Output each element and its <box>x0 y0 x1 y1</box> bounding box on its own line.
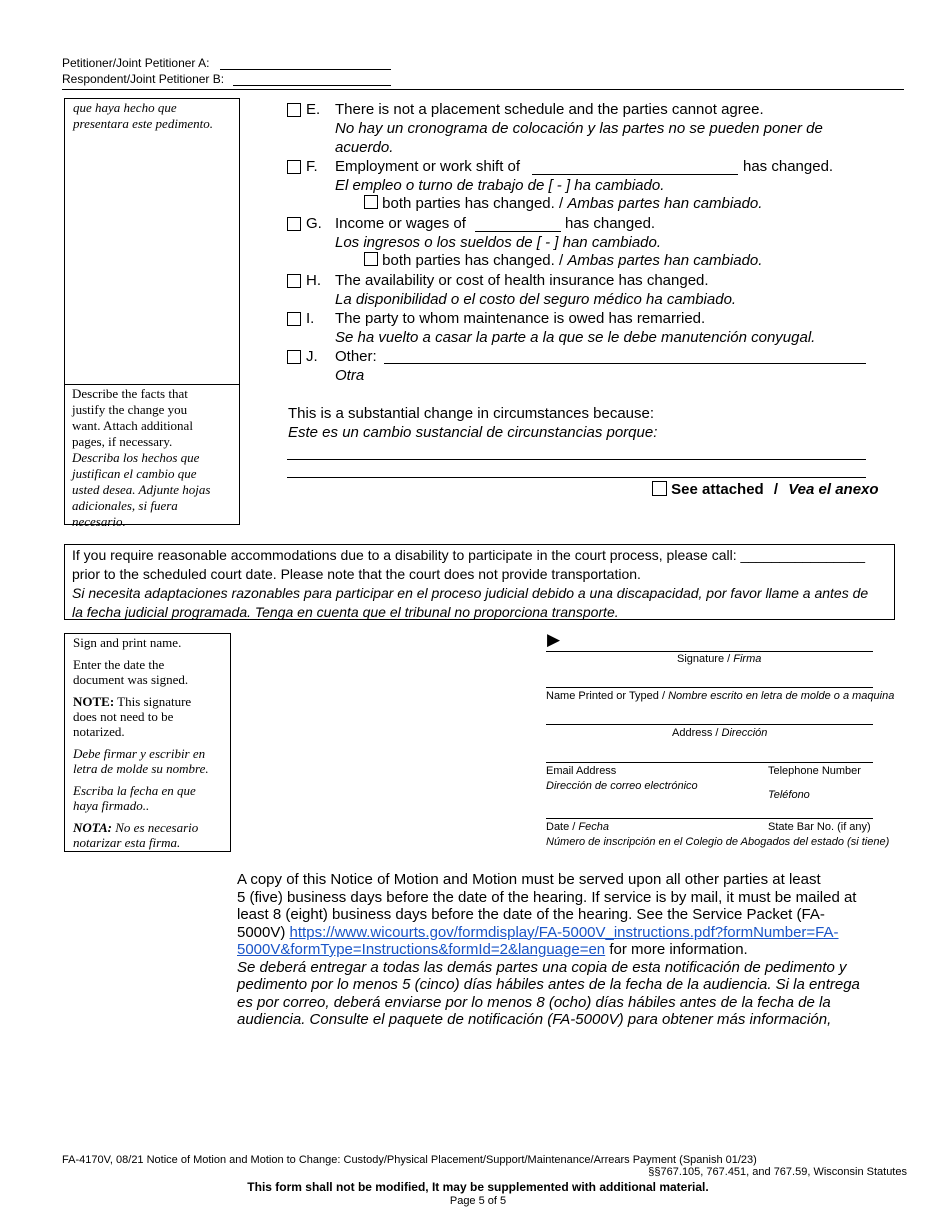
sign-p4a: Debe firmar y escribir en <box>73 746 206 761</box>
signature-label-en: Signature / <box>677 653 734 665</box>
sign-nota-label: NOTA: <box>73 820 112 835</box>
sign-p5a: Escriba la fecha en que <box>73 783 196 798</box>
item-f-text-end: has changed. <box>743 158 834 175</box>
item-g-text-es: Los ingresos o los sueldos de [ - ] han cambiado. <box>335 234 662 251</box>
item-f-both-es: Ambas partes han cambiado. <box>567 195 763 212</box>
sign-p3b: does not need to be <box>73 709 174 724</box>
accommodations-line1: If you require reasonable accommodations due to a disability to participate in the court process, please call: ________________ <box>72 547 866 563</box>
sign-p1: Sign and print name. <box>73 635 182 650</box>
sidebar-top-line1: que haya hecho que <box>73 100 177 115</box>
item-g-both-es: Ambas partes han cambiado. <box>567 252 763 269</box>
item-i-text: The party to whom maintenance is owed has remarried. <box>335 310 706 327</box>
checkbox-g-both[interactable] <box>364 252 378 266</box>
address-label-en: Address / <box>672 727 722 739</box>
other-field[interactable] <box>384 363 866 364</box>
sign-p5b: haya firmado.. <box>73 798 150 813</box>
name-printed-label-es: Nombre escrito en letra de molde o a maquina <box>668 690 895 702</box>
email-label-es: Dirección de correo electrónico <box>546 780 698 792</box>
service-packet-link-part2[interactable]: 5000V&formType=Instructions&formId=2&language=en <box>237 941 606 958</box>
signature-arrow-icon: ▶ <box>547 630 561 649</box>
item-h-letter: H. <box>306 272 321 289</box>
checkbox-j[interactable] <box>287 350 301 364</box>
notice-es-2: pedimento por lo menos 5 (cinco) días hábiles antes de la fecha de la audiencia. Si la entrega <box>237 976 860 993</box>
sign-p6b: notarizar esta firma. <box>73 835 181 850</box>
notice-es-3: es por correo, deberá enviarse por lo menos 8 (ocho) días hábiles antes de la fecha de la <box>237 993 831 1011</box>
sign-p3c: notarized. <box>73 724 125 739</box>
sign-p4b: letra de molde su nombre. <box>73 761 209 776</box>
facts-en-1: Describe the facts that <box>72 386 188 401</box>
bar-label-en: State Bar No. (if any) <box>768 821 871 833</box>
checkbox-e[interactable] <box>287 103 301 117</box>
reason-line-2[interactable] <box>287 477 866 478</box>
petitioner-label: Petitioner/Joint Petitioner A: <box>62 56 210 70</box>
notice-es-4: audiencia. Consulte el paquete de notificación (FA-5000V) para obtener más información, <box>237 1011 832 1028</box>
sign-p2a: Enter the date the <box>73 657 165 672</box>
checkbox-see-attached[interactable] <box>652 481 667 496</box>
sign-instructions-box <box>64 633 231 852</box>
date-bar-field[interactable] <box>546 818 873 819</box>
see-attached-sep: / <box>773 481 779 498</box>
sign-p3a: This signature <box>114 694 192 709</box>
name-printed-field[interactable] <box>546 687 873 688</box>
notice-en-1: A copy of this Notice of Motion and Motion must be served upon all other parties at least <box>237 871 821 888</box>
item-i-letter: I. <box>306 310 315 327</box>
item-g-text: Income or wages of <box>335 215 466 232</box>
email-phone-field[interactable] <box>546 762 873 763</box>
accommodations-line2: prior to the scheduled court date. Please note that the court does not provide transportation. <box>72 566 641 582</box>
checkbox-h[interactable] <box>287 274 301 288</box>
footer-form-id: FA-4170V, 08/21 Notice of Motion and Motion to Change: Custody/Physical Placement/Support/Maintenance/Arrears Payment (Spanish 01/23) <box>62 1154 757 1166</box>
income-field[interactable] <box>475 231 561 232</box>
facts-es-1: Describa los hechos que <box>72 450 200 465</box>
notice-en-3: least 8 (eight) business days before the date of the hearing. See the Service Packet (FA- <box>237 906 825 923</box>
substantial-en: This is a substantial change in circumstances because: <box>288 405 655 422</box>
date-label <box>546 821 609 833</box>
signature-label-es: Firma <box>733 653 762 665</box>
footer-page-number: Page 5 of 5 <box>449 1195 507 1207</box>
notice-en-2: 5 (five) business days before the date of the hearing. If service is by mail, it must be mailed at <box>237 888 857 906</box>
employment-field[interactable] <box>532 174 738 175</box>
facts-es-4: adicionales, si fuera <box>72 498 178 513</box>
service-notice <box>237 871 897 1029</box>
item-g-both-text: both parties has changed. / <box>382 252 568 269</box>
phone-label-es: Teléfono <box>768 789 810 801</box>
address-field[interactable] <box>546 724 873 725</box>
item-g-text-end: has changed. <box>565 215 656 232</box>
checkbox-f-both[interactable] <box>364 195 378 209</box>
item-f-text-es: El empleo o turno de trabajo de [ - ] ha cambiado. <box>335 177 665 194</box>
facts-es-5: necesario. <box>72 514 126 529</box>
accommodations-line3: Si necesita adaptaciones razonables para participar en el proceso judicial debido a una discapacidad, por favor llame a antes de <box>72 585 869 601</box>
item-j-text-es: Otra <box>335 367 365 384</box>
notice-en-4a: 5000V) <box>237 923 290 941</box>
item-h-text: The availability or cost of health insurance has changed. <box>335 272 709 289</box>
item-g-letter: G. <box>306 215 322 232</box>
sidebar-top-box <box>64 98 240 385</box>
checkbox-g[interactable] <box>287 217 301 231</box>
see-attached-es: Vea el anexo <box>788 481 879 498</box>
name-printed-label-en: Name Printed or Typed / <box>546 690 669 702</box>
facts-es-2: justifican el cambio que <box>72 466 197 481</box>
name-printed-label <box>546 690 894 702</box>
reason-line-1[interactable] <box>287 459 866 460</box>
address-label <box>672 727 767 739</box>
petitioner-field[interactable] <box>220 69 391 70</box>
date-label-es: Fecha <box>578 821 609 833</box>
facts-es-3: usted desea. Adjunte hojas <box>72 482 211 497</box>
respondent-field[interactable] <box>233 85 391 86</box>
email-label-en: Email Address <box>546 765 617 777</box>
item-f-both <box>364 195 762 212</box>
checkbox-i[interactable] <box>287 312 301 326</box>
phone-label-en: Telephone Number <box>768 765 861 777</box>
bar-label-es: Número de inscripción en el Colegio de Abogados del estado (si tiene) <box>546 836 890 848</box>
facts-en-3: want. Attach additional <box>72 418 193 433</box>
sidebar-facts-box <box>64 384 240 529</box>
date-label-en: Date / <box>546 821 579 833</box>
item-f-letter: F. <box>306 158 318 175</box>
substantial-es: Este es un cambio sustancial de circunstancias porque: <box>288 424 658 441</box>
item-h-text-es: La disponibilidad o el costo del seguro médico ha cambiado. <box>335 291 737 308</box>
sign-note-label: NOTE: <box>73 694 115 709</box>
signature-label <box>677 653 761 665</box>
address-label-es: Dirección <box>721 727 768 739</box>
item-f-both-text: both parties has changed. / <box>382 195 568 212</box>
notice-es-1: Se deberá entregar a todas las demás partes una copia de esta notificación de pedimento y <box>237 958 847 976</box>
item-g-both <box>364 252 762 269</box>
sidebar-top-line2: presentara este pedimento. <box>73 116 213 131</box>
facts-en-4: pages, if necessary. <box>72 434 173 449</box>
item-i-text-es: Se ha vuelto a casar la parte a la que se le debe manutención conyugal. <box>335 329 816 346</box>
service-packet-link-part1[interactable]: https://www.wicourts.gov/formdisplay/FA-5000V_instructions.pdf?formNumber=FA- <box>289 923 839 941</box>
facts-en-2: justify the change you <box>72 402 188 417</box>
sign-p6a: No es necesario <box>112 820 199 835</box>
see-attached-en: See attached <box>671 481 764 498</box>
item-j-letter: J. <box>306 348 318 365</box>
see-attached <box>652 481 879 498</box>
item-e-letter: E. <box>306 101 321 118</box>
accommodations-line4: la fecha judicial programada. Tenga en cuenta que el tribunal no proporciona transporte. <box>72 604 619 620</box>
footer-warning: This form shall not be modified, It may be supplemented with additional material. <box>247 1180 709 1194</box>
item-j-text: Other: <box>335 348 377 365</box>
accommodations-box <box>64 544 895 620</box>
checkbox-f[interactable] <box>287 160 301 174</box>
item-f-text: Employment or work shift of <box>335 158 521 175</box>
respondent-label: Respondent/Joint Petitioner B: <box>62 72 225 86</box>
item-e-text: There is not a placement schedule and the parties cannot agree. <box>335 101 764 118</box>
signature-field[interactable] <box>546 651 873 652</box>
sign-p2b: document was signed. <box>73 672 189 687</box>
item-e-text-es1: No hay un cronograma de colocación y las partes no se pueden poner de <box>335 120 823 137</box>
notice-en-5b: for more information. <box>605 941 748 958</box>
item-e-text-es2: acuerdo. <box>335 139 394 156</box>
header-divider <box>62 89 904 90</box>
footer-statutes: §§767.105, 767.451, and 767.59, Wisconsin Statutes <box>648 1166 907 1178</box>
